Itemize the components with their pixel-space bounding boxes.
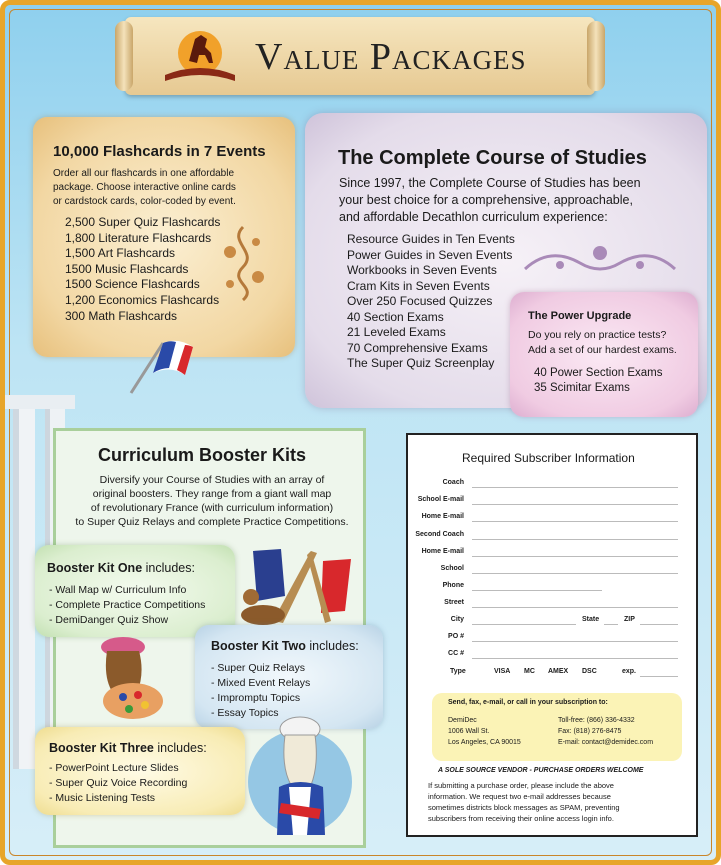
second-home-email-field[interactable] <box>472 556 678 557</box>
state-field[interactable] <box>604 624 618 625</box>
coach-field[interactable] <box>472 487 678 488</box>
footnote-line: subscribers from receiving their online access login info. <box>428 814 614 823</box>
description-line: to Super Quiz Relays and complete Practice Competitions. <box>75 516 349 528</box>
flag-icon <box>123 335 203 395</box>
kit-name: Booster Kit Two <box>211 639 306 653</box>
list-item: 1500 Science Flashcards <box>65 277 200 292</box>
kit-name: Booster Kit One <box>47 561 143 575</box>
guillotine-illustration <box>233 541 361 631</box>
course-description <box>339 175 641 226</box>
power-upgrade-description <box>528 328 677 358</box>
list-item: 35 Scimitar Exams <box>534 382 630 394</box>
description-line: Diversify your Course of Studies with an array of <box>99 474 325 486</box>
painter-llama-illustration <box>83 633 173 723</box>
description-line: Since 1997, the Complete Course of Studies has been <box>339 176 641 190</box>
flashcards-list <box>65 215 220 324</box>
list-item: - Impromptu Topics <box>211 692 301 704</box>
type-label: Type <box>450 668 466 675</box>
field-label: Phone <box>442 582 464 589</box>
fax-line: Fax: (818) 276-8475 <box>558 728 622 735</box>
title-scroll <box>125 17 595 95</box>
flashcards-description <box>53 167 236 209</box>
list-item: 70 Comprehensive Exams <box>347 340 488 355</box>
course-list <box>347 232 515 372</box>
card-type-mc[interactable]: MC <box>524 668 535 675</box>
cc-field[interactable] <box>472 658 678 659</box>
list-item: 1,500 Art Flashcards <box>65 246 176 261</box>
flourish-icon <box>208 222 278 302</box>
field-label: City <box>450 616 464 623</box>
email-line[interactable]: E-mail: contact@demidec.com <box>558 739 654 746</box>
subscriber-form <box>406 433 698 837</box>
field-label: Home E-mail <box>421 548 464 555</box>
list-item: 2,500 Super Quiz Flashcards <box>65 215 221 229</box>
list-item: 21 Leveled Exams <box>347 325 446 339</box>
list-item: - Mixed Event Relays <box>211 677 311 689</box>
list-item: 40 Power Section Exams <box>534 367 663 379</box>
school-email-field[interactable] <box>472 504 678 505</box>
flashcards-panel <box>33 117 295 357</box>
list-item: - Complete Practice Competitions <box>49 599 206 611</box>
list-item: 1,200 Economics Flashcards <box>65 292 220 307</box>
address-line: DemiDec <box>448 717 477 724</box>
description-line: your best choice for a comprehensive, approachable, <box>339 193 633 207</box>
form-title: Required Subscriber Information <box>462 451 635 465</box>
address-line: Los Angeles, CA 90015 <box>448 739 521 746</box>
list-item: - Music Listening Tests <box>49 792 156 804</box>
list-item: Resource Guides in Ten Events <box>347 232 515 246</box>
description-line: of revolutionary France (with curriculum information) <box>90 502 334 514</box>
booster-description <box>62 473 362 529</box>
card-type-amex[interactable]: AMEX <box>548 668 569 675</box>
zip-field[interactable] <box>640 624 678 625</box>
contact-address <box>448 715 521 748</box>
ornament-icon <box>520 241 680 281</box>
course-title: The Complete Course of Studies <box>338 147 647 169</box>
power-upgrade-list <box>534 366 662 396</box>
kit-heading <box>211 639 359 653</box>
power-upgrade-title: The Power Upgrade <box>528 310 632 322</box>
booster-title: Curriculum Booster Kits <box>98 445 307 465</box>
kit-list <box>49 583 205 628</box>
description-line: Order all our flashcards in one affordable <box>53 168 235 179</box>
list-item: - Essay Topics <box>211 707 279 719</box>
list-item: 300 Math Flashcards <box>65 308 178 323</box>
description-line: package. Choose interactive online cards <box>53 182 236 193</box>
list-item: Cram Kits in Seven Events <box>347 278 490 293</box>
power-upgrade-panel <box>510 292 698 417</box>
street-field[interactable] <box>472 607 678 608</box>
field-label: School E-mail <box>417 496 464 503</box>
field-label: CC # <box>448 650 464 657</box>
card-type-dsc[interactable]: DSC <box>582 668 597 675</box>
field-label: Coach <box>442 479 464 486</box>
kit-heading <box>49 741 207 755</box>
field-label: Second Coach <box>415 531 464 538</box>
list-item: - Wall Map w/ Curriculum Info <box>49 584 187 596</box>
po-field[interactable] <box>472 641 678 642</box>
field-label: School <box>440 565 464 572</box>
description-line: original boosters. They range from a giant wall map <box>92 488 332 500</box>
description-line: or cardstock cards, color-coded by event. <box>53 196 236 207</box>
second-coach-field[interactable] <box>472 539 678 540</box>
description-line: Add a set of our hardest exams. <box>528 344 677 356</box>
list-item: - Super Quiz Relays <box>211 662 305 674</box>
description-line: Do you rely on practice tests? <box>528 329 667 341</box>
kit-list <box>49 761 187 806</box>
logo-icon <box>155 25 245 87</box>
card-type-visa[interactable]: VISA <box>494 668 511 675</box>
list-item: Over 250 Focused Quizzes <box>347 294 493 308</box>
form-footnote <box>428 780 620 824</box>
phone-field[interactable] <box>472 590 602 591</box>
page-title: Value Packages <box>255 36 527 78</box>
list-item: Power Guides in Seven Events <box>347 247 513 262</box>
singer-llama-illustration <box>245 707 355 842</box>
exp-field[interactable] <box>640 676 678 677</box>
list-item: 1500 Music Flashcards <box>65 261 189 276</box>
city-field[interactable] <box>472 624 576 625</box>
vendor-note: A SOLE SOURCE VENDOR - PURCHASE ORDERS WELCOME <box>438 767 644 774</box>
description-line: and affordable Decathlon curriculum experience: <box>339 210 608 224</box>
exp-label: exp. <box>622 668 637 675</box>
field-label: Street <box>444 599 464 606</box>
field-label: Home E-mail <box>421 513 464 520</box>
home-email-field[interactable] <box>472 521 678 522</box>
contact-phones <box>558 715 653 748</box>
kit-suffix: includes: <box>142 561 195 575</box>
kit-suffix: includes: <box>305 639 359 653</box>
list-item: 40 Section Exams <box>347 309 444 324</box>
kit-heading <box>47 561 195 575</box>
list-item: 1,800 Literature Flashcards <box>65 230 212 245</box>
state-label: State <box>582 616 600 623</box>
booster-kit-three <box>35 727 245 815</box>
footnote-line: If submitting a purchase order, please include the above <box>428 781 614 790</box>
list-item: - PowerPoint Lecture Slides <box>49 762 179 774</box>
list-item: - DemiDanger Quiz Show <box>49 614 169 626</box>
footnote-line: information. We request two e-mail addresses because <box>428 792 611 801</box>
contact-box <box>432 693 682 761</box>
field-label: PO # <box>448 633 464 640</box>
contact-heading: Send, fax, e-mail, or call in your subscription to: <box>448 699 608 706</box>
kit-suffix: includes: <box>153 741 207 755</box>
list-item: The Super Quiz Screenplay <box>347 356 495 370</box>
booster-kit-one <box>35 545 235 637</box>
school-field[interactable] <box>472 573 678 574</box>
tollfree-line: Toll-free: (866) 336-4332 <box>558 717 635 724</box>
address-line: 1006 Wall St. <box>448 728 490 735</box>
flashcards-title: 10,000 Flashcards in 7 Events <box>53 143 266 160</box>
list-item: Workbooks in Seven Events <box>347 263 497 277</box>
list-item: - Super Quiz Voice Recording <box>49 777 188 789</box>
footnote-line: sometimes districts block messages as SPAM, preventing <box>428 803 620 812</box>
kit-name: Booster Kit Three <box>49 741 154 755</box>
zip-label: ZIP <box>624 616 635 623</box>
